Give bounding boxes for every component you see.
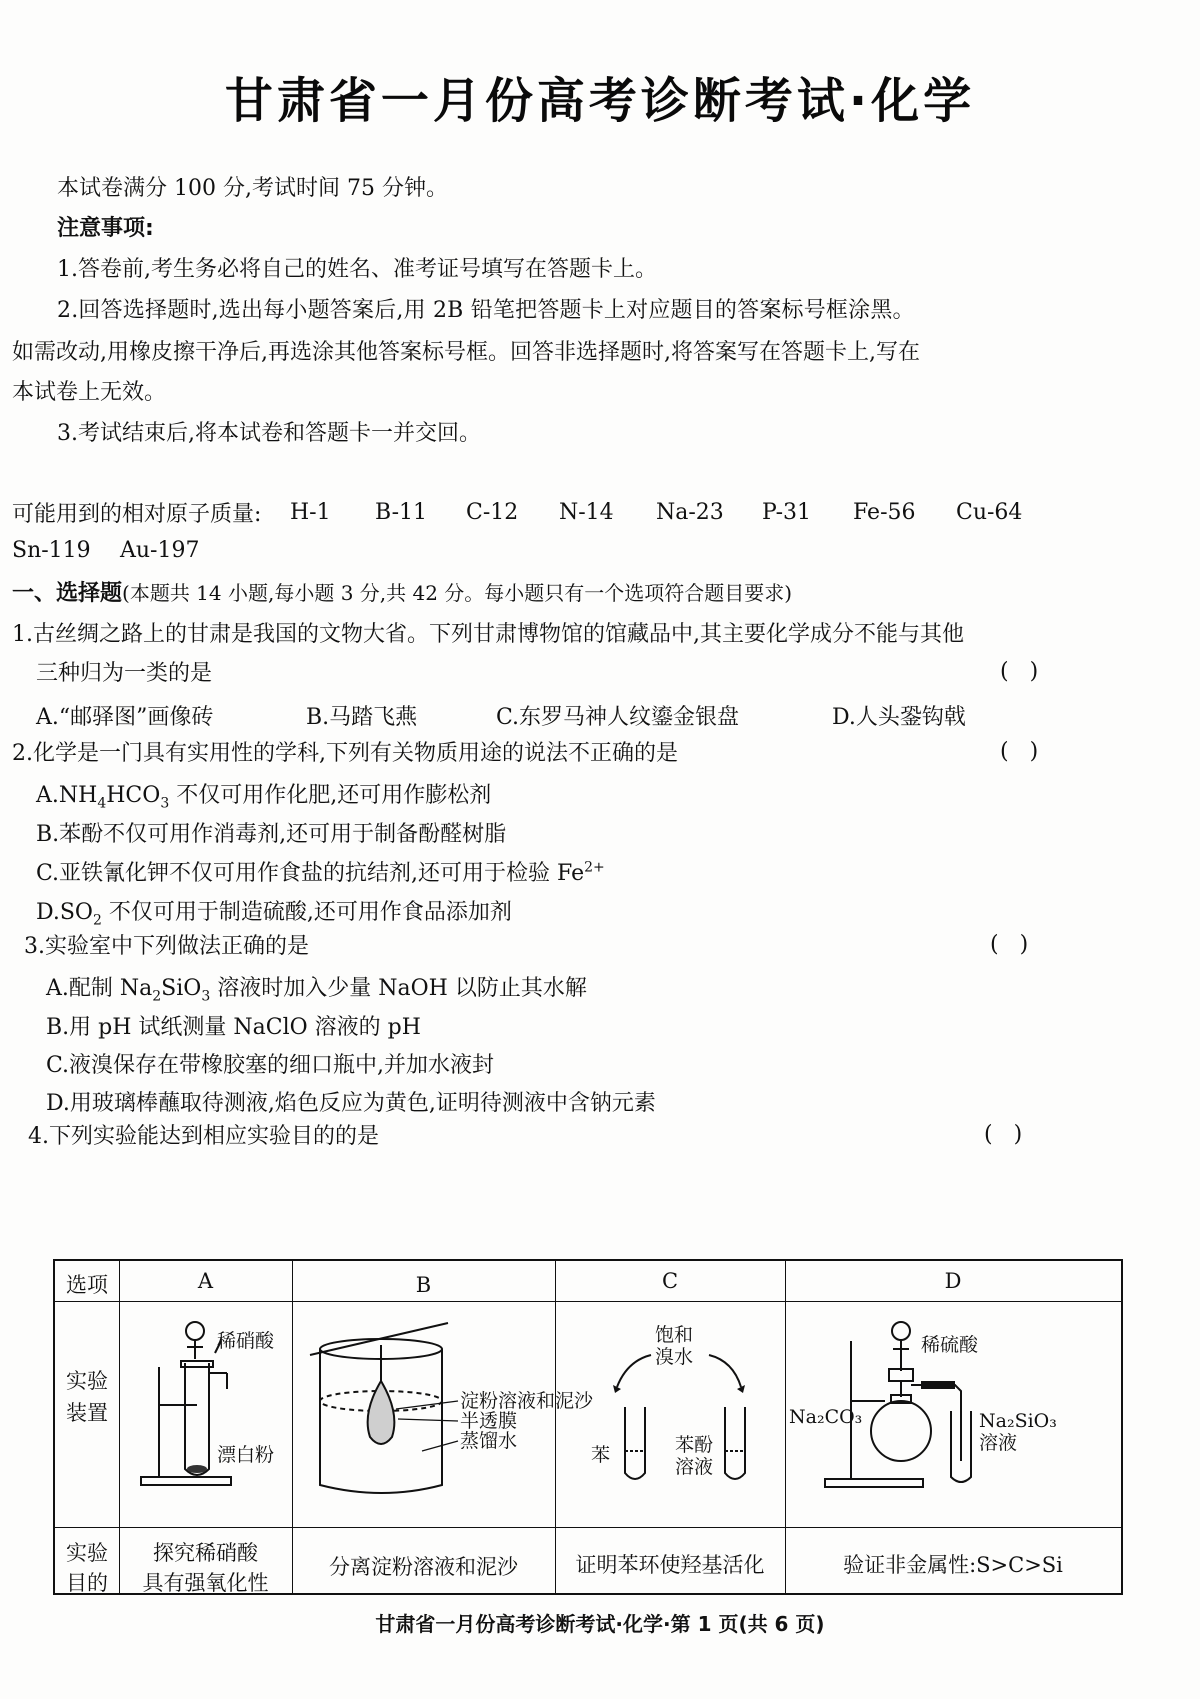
atomic-mass-item: Na-23 <box>656 500 724 525</box>
experiment-table <box>53 1259 1123 1595</box>
answer-blank: ( ) <box>1000 739 1039 764</box>
purpose-a-line2: 具有强氧化性 <box>142 1571 269 1595</box>
atomic-mass-item: Cu-64 <box>956 500 1023 525</box>
apparatus-c-diagram <box>555 1301 785 1527</box>
row-label-purpose-1: 实验 <box>66 1541 108 1565</box>
svg-text:溶液: 溶液 <box>979 1432 1018 1454</box>
notice-line-2: 2.回答选择题时,选出每小题答案后,用 2B 铅笔把答题卡上对应题目的答案标号框涂黑。 <box>57 298 915 323</box>
atomic-mass-item: Sn-119 <box>12 538 91 563</box>
purpose-b: 分离淀粉溶液和泥沙 <box>329 1555 518 1579</box>
q2-option-a: $A.NH_4HCO_3$ 不仅可用作化肥,还可用作膨松剂 <box>36 783 492 812</box>
svg-text:溶液: 溶液 <box>675 1456 714 1478</box>
atomic-mass-item: N-14 <box>559 500 614 525</box>
q1-stem: 1.古丝绸之路上的甘肃是我国的文物大省。下列甘肃博物馆的馆藏品中,其主要化学成分不能与其他 <box>12 622 964 647</box>
svg-text:稀硝酸: 稀硝酸 <box>217 1330 275 1352</box>
table-header-c: C <box>661 1269 679 1293</box>
table-header-a: A <box>197 1269 214 1293</box>
svg-text:半透膜: 半透膜 <box>460 1410 518 1432</box>
row-label-apparatus-1: 实验 <box>66 1369 108 1393</box>
row-label-purpose-2: 目的 <box>66 1571 108 1595</box>
svg-text:Na₂SiO₃: Na₂SiO₃ <box>979 1410 1057 1432</box>
apparatus-b-diagram <box>292 1301 594 1527</box>
purpose-a-line1: 探究稀硝酸 <box>153 1541 258 1565</box>
svg-text:淀粉溶液和泥沙: 淀粉溶液和泥沙 <box>460 1390 594 1412</box>
q3-option-b: B.用 pH 试纸测量 NaClO 溶液的 pH <box>46 1015 421 1040</box>
table-header-d: D <box>944 1269 962 1293</box>
table-header-b: B <box>415 1273 432 1297</box>
q4-stem: 4.下列实验能达到相应实验目的的是 <box>28 1124 379 1149</box>
atomic-mass-item: C-12 <box>466 500 519 525</box>
q1-option-c: C.东罗马神人纹鎏金银盘 <box>496 705 740 730</box>
notice-line-4: 本试卷上无效。 <box>12 380 167 405</box>
q3-option-c: C.液溴保存在带橡胶塞的细口瓶中,并加水液封 <box>46 1053 495 1078</box>
answer-blank: ( ) <box>1000 659 1039 684</box>
atomic-mass-item: P-31 <box>762 500 812 525</box>
q1-option-d: D.人头銎钩戟 <box>832 705 966 730</box>
answer-blank: ( ) <box>990 932 1029 957</box>
svg-text:苯: 苯 <box>591 1444 611 1466</box>
table-header-option: 选项 <box>66 1273 108 1297</box>
page-title: 甘肃省一月份高考诊断考试·化学 <box>224 73 976 129</box>
svg-text:稀硫酸: 稀硫酸 <box>921 1334 979 1356</box>
q1-stem-cont: 三种归为一类的是 <box>36 661 213 686</box>
q1-option-a: A.“邮驿图”画像砖 <box>36 705 214 730</box>
apparatus-d-diagram <box>785 1301 1121 1527</box>
svg-text:饱和: 饱和 <box>655 1324 694 1346</box>
q2-option-b: B.苯酚不仅可用作消毒剂,还可用于制备酚醛树脂 <box>36 822 507 847</box>
section-heading: 一、选择题 <box>12 581 123 606</box>
purpose-c: 证明苯环使羟基活化 <box>575 1553 765 1577</box>
svg-text:Na₂CO₃: Na₂CO₃ <box>789 1406 863 1428</box>
q2-stem: 2.化学是一门具有实用性的学科,下列有关物质用途的说法不正确的是 <box>12 741 678 766</box>
q2-option-d: $D.SO_2$ 不仅可用于制造硫酸,还可用作食品添加剂 <box>36 900 512 929</box>
apparatus-a-diagram <box>119 1301 292 1527</box>
q2-option-c: C.亚铁氰化钾不仅可用作食盐的抗结剂,还可用于检验 $Fe^{2+}$ <box>36 859 605 886</box>
notice-line-3: 如需改动,用橡皮擦干净后,再选涂其他答案标号框。回答非选择题时,将答案写在答题卡上,写在 <box>12 340 920 365</box>
page-footer: 甘肃省一月份高考诊断考试·化学·第 1 页(共 6 页) <box>375 1612 825 1636</box>
atomic-mass-item: H-1 <box>290 500 331 525</box>
atomic-mass-item: B-11 <box>375 500 428 525</box>
atomic-mass-label: 可能用到的相对原子质量: <box>12 502 262 527</box>
notice-heading: 注意事项: <box>57 216 154 241</box>
atomic-mass-item: Au-197 <box>120 538 200 563</box>
notice-line-1: 1.答卷前,考生务必将自己的姓名、准考证号填写在答题卡上。 <box>57 257 657 282</box>
row-label-apparatus-2: 装置 <box>66 1401 108 1425</box>
q3-option-a: A.配制 $Na_2SiO_3$ 溶液时加入少量 NaOH 以防止其水解 <box>46 976 587 1005</box>
q3-option-d: D.用玻璃棒蘸取待测液,焰色反应为黄色,证明待测液中含钠元素 <box>46 1091 656 1116</box>
svg-text:漂白粉: 漂白粉 <box>217 1444 275 1466</box>
atomic-mass-item: Fe-56 <box>853 500 916 525</box>
svg-text:蒸馏水: 蒸馏水 <box>460 1430 518 1452</box>
intro-text: 本试卷满分 100 分,考试时间 75 分钟。 <box>57 176 448 201</box>
answer-blank: ( ) <box>984 1122 1023 1147</box>
notice-line-5: 3.考试结束后,将本试卷和答题卡一并交回。 <box>57 421 481 446</box>
svg-text:溴水: 溴水 <box>655 1346 694 1368</box>
q1-option-b: B.马踏飞燕 <box>306 705 418 730</box>
section-note: (本题共 14 小题,每小题 3 分,共 42 分。每小题只有一个选项符合题目要求) <box>122 581 793 605</box>
q3-stem: 3.实验室中下列做法正确的是 <box>24 934 309 959</box>
purpose-d: 验证非金属性:S>C>Si <box>843 1553 1063 1577</box>
svg-text:苯酚: 苯酚 <box>675 1434 714 1456</box>
